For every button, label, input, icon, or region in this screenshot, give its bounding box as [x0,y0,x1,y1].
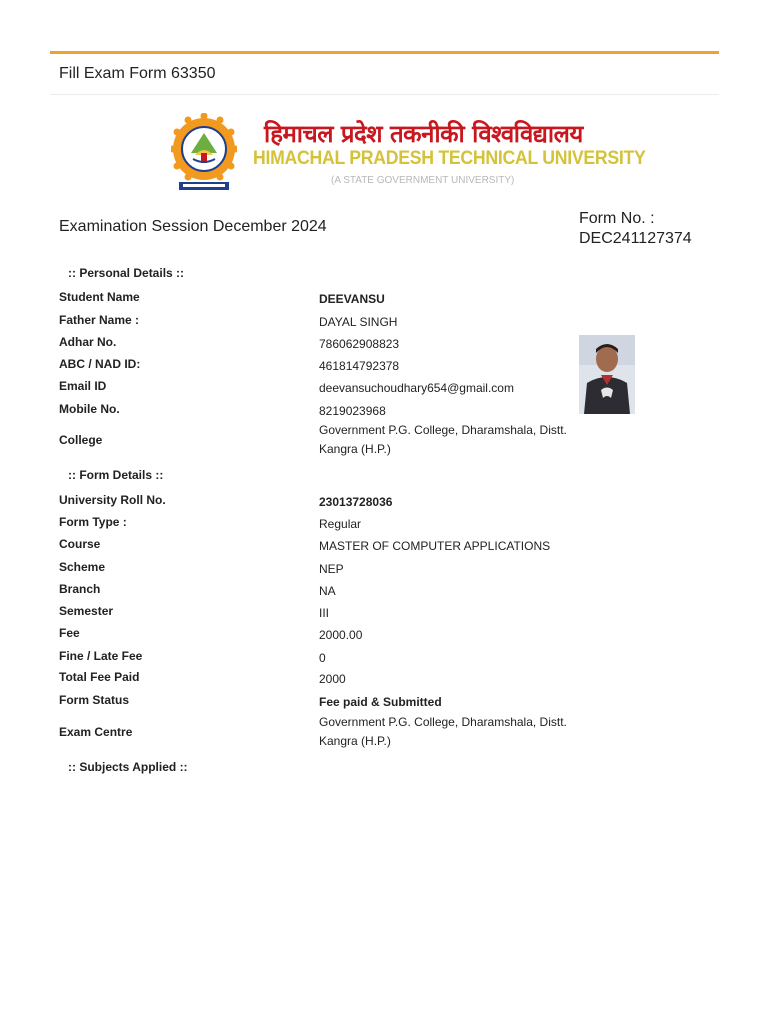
form-number-value: DEC241127374 [579,230,692,247]
detail-label: Email ID [59,379,107,393]
detail-label: Branch [59,582,101,596]
detail-value: Government P.G. College, Dharamshala, Distt. Kangra (H.P.) [319,423,567,456]
section-subjects-applied: :: Subjects Applied :: [68,760,188,774]
detail-value: 2000 [319,672,346,686]
detail-value: III [319,606,330,620]
detail-value: Government P.G. College, Dharamshala, Distt. Kangra (H.P.) [319,715,567,748]
detail-value: Regular [319,517,362,531]
university-logo [171,113,646,193]
detail-value: 786062908823 [319,337,400,351]
section-form-details: :: Form Details :: [68,468,164,482]
detail-label: Father Name : [59,313,140,327]
detail-label: Scheme [59,560,106,574]
detail-value: 461814792378 [319,359,400,373]
exam-form-card [50,51,719,95]
page-title: Fill Exam Form 63350 [50,54,719,95]
detail-label: Fine / Late Fee [59,649,143,663]
detail-label: Fee [59,626,80,640]
detail-value: DAYAL SINGH [319,315,398,329]
detail-label: Mobile No. [59,402,120,416]
detail-value: 23013728036 [319,495,393,509]
university-subtitle: (A STATE GOVERNMENT UNIVERSITY) [331,175,515,186]
detail-value: deevansuchoudhary654@gmail.com [319,381,514,395]
form-number-label: Form No. : [579,210,655,227]
detail-value: MASTER OF COMPUTER APPLICATIONS [319,539,551,553]
university-name-hindi: हिमाचल प्रदेश तकनीकी विश्वविद्यालय [264,120,583,148]
detail-label: University Roll No. [59,493,166,507]
student-photo-image [579,335,635,414]
student-photo [579,335,635,414]
detail-value: NEP [319,562,344,576]
detail-value: NA [319,584,336,598]
section-personal-details: :: Personal Details :: [68,266,185,280]
detail-label: ABC / NAD ID: [59,357,141,371]
detail-label: Total Fee Paid [59,670,140,684]
detail-value: 8219023968 [319,404,386,418]
detail-value: 0 [319,651,326,665]
university-name-english: HIMACHAL PRADESH TECHNICAL UNIVERSITY [253,148,646,169]
detail-value: 2000.00 [319,628,363,642]
detail-label: Adhar No. [59,335,117,349]
detail-value: Fee paid & Submitted [319,695,442,709]
form-number [579,209,692,249]
detail-label: Form Type : [59,515,127,529]
detail-label: Student Name [59,290,140,304]
detail-label: College [59,433,103,447]
university-emblem-icon [171,113,237,193]
detail-label: Exam Centre [59,725,133,739]
detail-label: Form Status [59,693,130,707]
detail-value: DEEVANSU [319,292,385,306]
exam-session-title: Examination Session December 2024 [59,218,327,235]
detail-label: Course [59,537,101,551]
detail-label: Semester [59,604,114,618]
